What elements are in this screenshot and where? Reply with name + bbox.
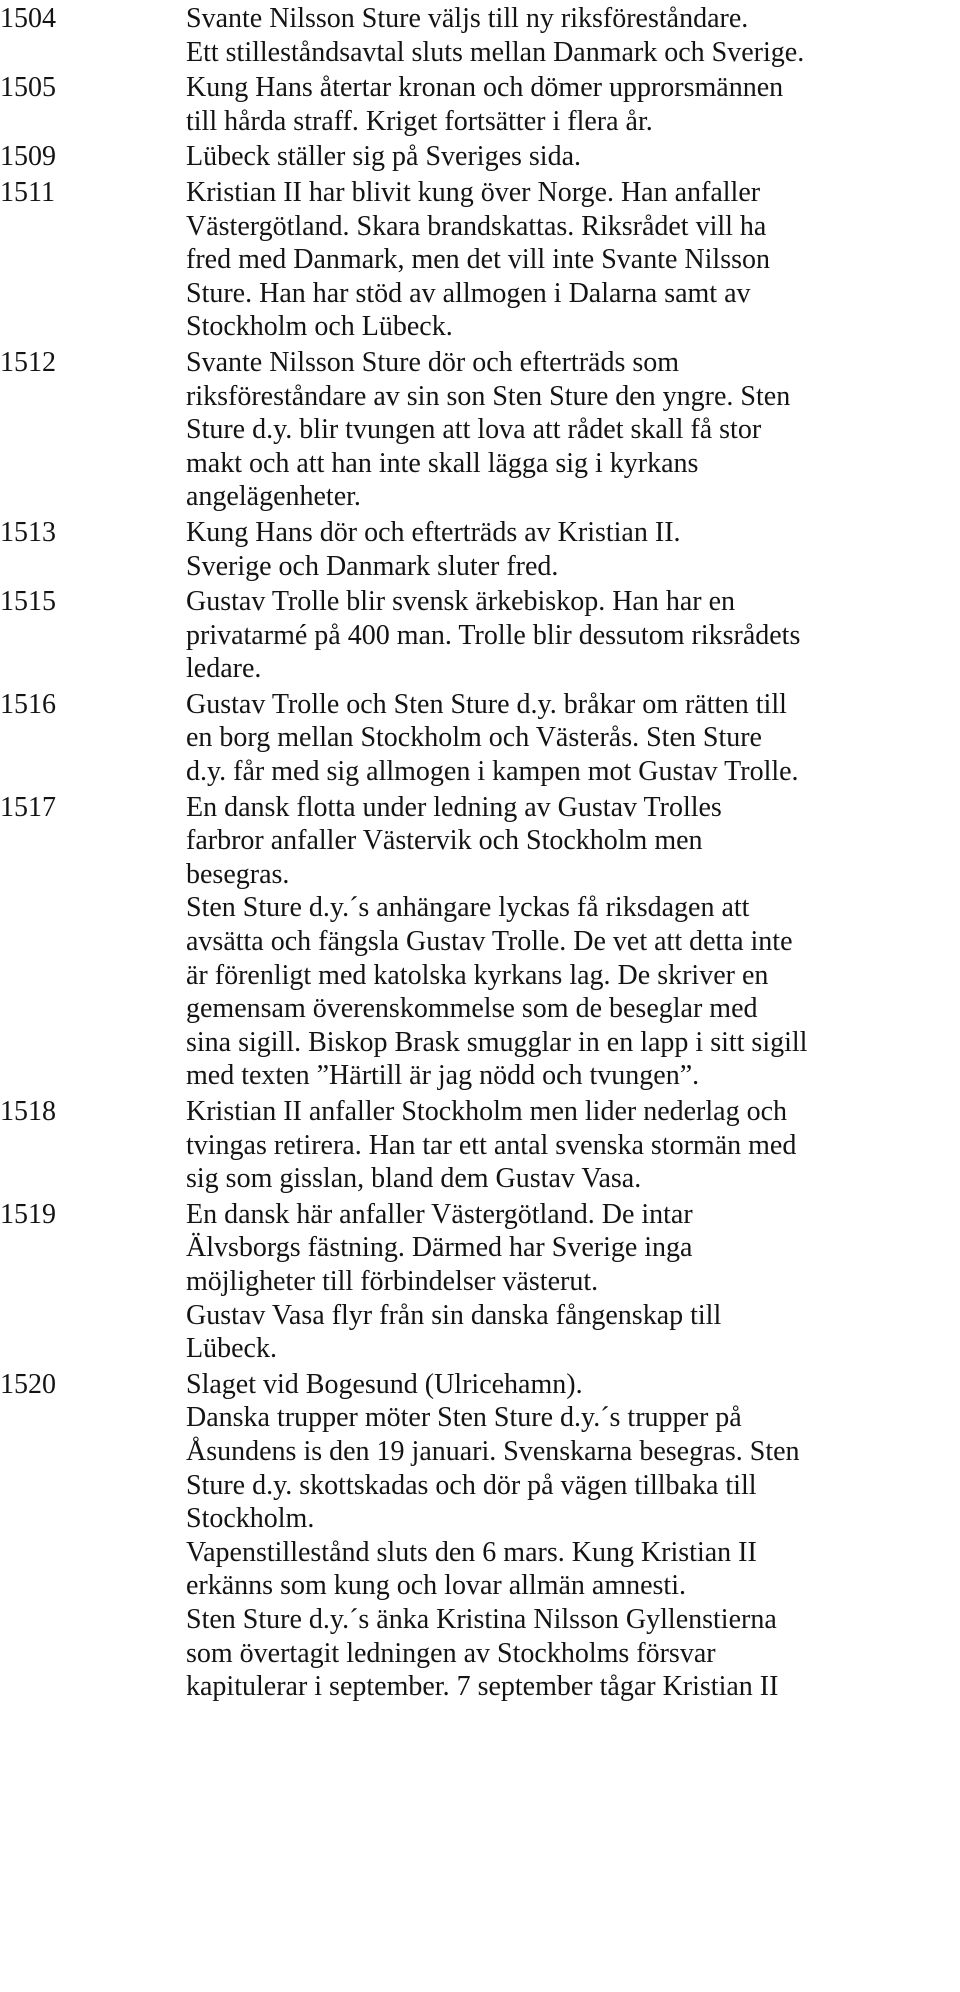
entry-year: 1518 bbox=[0, 1096, 56, 1127]
timeline-entry bbox=[0, 789, 960, 1093]
entry-text-line: Slaget vid Bogesund (Ulricehamn). bbox=[186, 1368, 583, 1400]
entry-text-line: Gustav Vasa flyr från sin danska fångenskap till bbox=[186, 1299, 722, 1331]
entry-text-line: Lübeck. bbox=[186, 1333, 277, 1365]
entry-text-line: med texten ”Härtill är jag nödd och tvungen”. bbox=[186, 1060, 700, 1092]
entry-year: 1511 bbox=[0, 176, 55, 208]
entry-text bbox=[186, 344, 958, 514]
entry-year: 1509 bbox=[0, 141, 56, 173]
entry-text-line: kapitulerar i september. 7 september tågar Kristian II bbox=[186, 1671, 779, 1703]
entry-text-line: Gustav Trolle och Sten Sture d.y. bråkar om rätten till bbox=[186, 688, 787, 720]
entry-text-line: Sten Sture d.y.´s anhängare lyckas få riksdagen att bbox=[186, 892, 750, 924]
entry-text-line: Älvsborgs fästning. Därmed har Sverige inga bbox=[186, 1232, 693, 1264]
entry-text-line: som övertagit ledningen av Stockholms försvar bbox=[186, 1637, 716, 1669]
entry-text-line: är förenligt med katolska kyrkans lag. De skriver en bbox=[186, 959, 769, 991]
entry-text-line: Svante Nilsson Sture väljs till ny riksföreståndare. bbox=[186, 3, 749, 34]
entry-text-line: Kristian II har blivit kung över Norge. Han anfaller bbox=[186, 176, 761, 208]
entry-text-line: besegras. bbox=[186, 858, 290, 890]
entry-text-line: gemensam överenskommelse som de beseglar med bbox=[186, 993, 758, 1025]
entry-text-line: angelägenheter. bbox=[186, 481, 361, 513]
timeline-entry bbox=[0, 1366, 960, 1704]
entry-text-line: Vapenstillestånd sluts den 6 mars. Kung Kristian II bbox=[186, 1536, 757, 1568]
entry-text bbox=[186, 686, 958, 789]
timeline-entry bbox=[0, 514, 960, 583]
entry-year: 1520 bbox=[0, 1368, 56, 1400]
entry-text-line: till hårda straff. Kriget fortsätter i flera år. bbox=[186, 105, 653, 137]
entry-text-line: farbror anfaller Västervik och Stockholm men bbox=[186, 825, 703, 857]
entry-text bbox=[186, 583, 958, 686]
entry-text-line: Stockholm. bbox=[186, 1503, 315, 1535]
entry-text-line: Västergötland. Skara brandskattas. Riksrådet vill ha bbox=[186, 210, 767, 242]
entry-text-line: en borg mellan Stockholm och Västerås. Sten Sture bbox=[186, 722, 762, 754]
entry-text bbox=[186, 789, 958, 1093]
entry-text-line: tvingas retirera. Han tar ett antal svenska stormän med bbox=[186, 1129, 797, 1161]
entry-year: 1512 bbox=[0, 346, 56, 378]
entry-text-line: Danska trupper möter Sten Sture d.y.´s trupper på bbox=[186, 1402, 742, 1434]
timeline-entry bbox=[0, 583, 960, 686]
entry-text-line: Sture d.y. blir tvungen att lova att rådet skall få stor bbox=[186, 414, 762, 446]
entry-text bbox=[186, 138, 958, 174]
entry-text-line: Sture. Han har stöd av allmogen i Dalarna samt av bbox=[186, 277, 751, 309]
entry-text-line: Svante Nilsson Sture dör och efterträds som bbox=[186, 346, 680, 378]
entry-text-line: d.y. får med sig allmogen i kampen mot Gustav Trolle. bbox=[186, 756, 799, 788]
entry-year: 1516 bbox=[0, 688, 56, 720]
timeline-entry bbox=[0, 686, 960, 789]
timeline-entry bbox=[0, 344, 960, 514]
entry-year: 1517 bbox=[0, 791, 56, 823]
entry-year: 1515 bbox=[0, 586, 56, 618]
entry-text bbox=[186, 1196, 958, 1366]
entry-text-line: Sten Sture d.y.´s änka Kristina Nilsson Gyllenstierna bbox=[186, 1603, 777, 1635]
entry-text bbox=[186, 1093, 958, 1196]
timeline-entry bbox=[0, 1093, 960, 1196]
entry-text bbox=[186, 0, 958, 69]
entry-year: 1505 bbox=[0, 72, 56, 104]
entry-text-line: makt och att han inte skall lägga sig i kyrkans bbox=[186, 447, 699, 479]
entry-text-line: En dansk här anfaller Västergötland. De intar bbox=[186, 1198, 693, 1230]
entry-text-line: Ett stilleståndsavtal sluts mellan Danmark och Sverige. bbox=[186, 36, 805, 68]
entry-year: 1513 bbox=[0, 516, 56, 548]
entry-text-line: möjligheter till förbindelser västerut. bbox=[186, 1265, 599, 1297]
timeline-entry bbox=[0, 138, 960, 174]
timeline-entry bbox=[0, 1196, 960, 1366]
entry-text-line: fred med Danmark, men det vill inte Svante Nilsson bbox=[186, 244, 770, 276]
entry-text-line: Gustav Trolle blir svensk ärkebiskop. Han har en bbox=[186, 586, 736, 618]
entry-text-line: Lübeck ställer sig på Sveriges sida. bbox=[186, 141, 582, 173]
entry-text-line: En dansk flotta under ledning av Gustav Trolles bbox=[186, 791, 722, 823]
entry-text-line: privatarmé på 400 man. Trolle blir dessutom riksrådets bbox=[186, 619, 801, 651]
entry-text-line: Kung Hans återtar kronan och dömer upprorsmännen bbox=[186, 72, 784, 104]
entry-text bbox=[186, 514, 958, 583]
timeline-entry bbox=[0, 174, 960, 344]
entry-text-line: Stockholm och Lübeck. bbox=[186, 311, 453, 343]
entry-text-line: Kung Hans dör och efterträds av Kristian II. bbox=[186, 516, 681, 548]
entry-text-line: sina sigill. Biskop Brask smugglar in en lapp i sitt sigill bbox=[186, 1026, 808, 1058]
entry-text-line: ledare. bbox=[186, 653, 262, 685]
entry-text-line: erkänns som kung och lovar allmän amnesti. bbox=[186, 1570, 686, 1602]
entry-text-line: sig som gisslan, bland dem Gustav Vasa. bbox=[186, 1163, 642, 1195]
entry-year: 1504 bbox=[0, 3, 56, 34]
entry-text-line: Sverige och Danmark sluter fred. bbox=[186, 550, 559, 582]
timeline-entry bbox=[0, 0, 960, 69]
timeline-entry bbox=[0, 69, 960, 138]
entry-text bbox=[186, 174, 958, 344]
entry-text-line: Sture d.y. skottskadas och dör på vägen tillbaka till bbox=[186, 1469, 757, 1501]
entry-text bbox=[186, 69, 958, 138]
entry-text-line: Kristian II anfaller Stockholm men lider nederlag och bbox=[186, 1096, 788, 1127]
entry-text bbox=[186, 1366, 958, 1704]
entry-text-line: avsätta och fängsla Gustav Trolle. De vet att detta inte bbox=[186, 926, 793, 958]
entry-text-line: riksföreståndare av sin son Sten Sture den yngre. Sten bbox=[186, 380, 791, 412]
entry-year: 1519 bbox=[0, 1198, 56, 1230]
entry-text-line: Åsundens is den 19 januari. Svenskarna besegras. Sten bbox=[186, 1435, 800, 1467]
